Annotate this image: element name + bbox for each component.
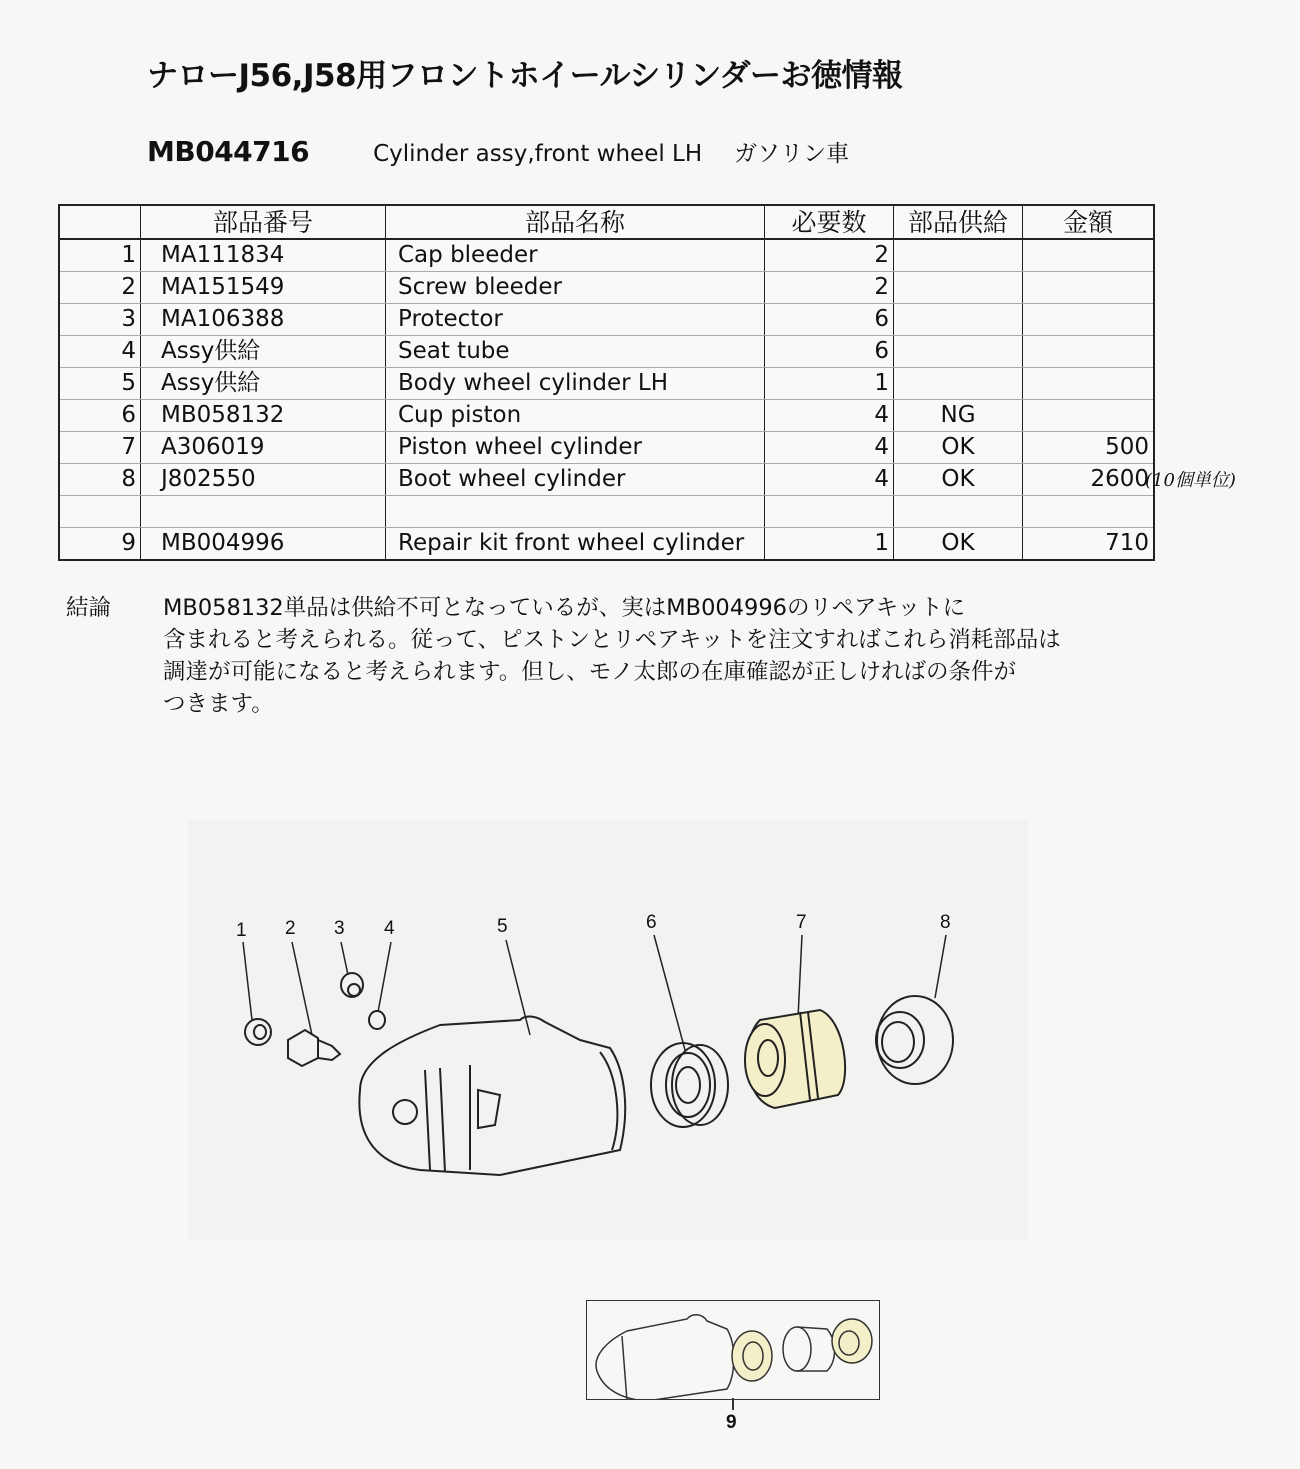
part-3-protector-icon xyxy=(341,973,363,997)
callout-2: 2 xyxy=(285,918,296,939)
header-supply: 部品供給 xyxy=(894,205,1023,239)
handwritten-note: (10個単位) xyxy=(1145,470,1236,491)
cell-part-name: Piston wheel cylinder xyxy=(386,432,765,464)
conclusion-line: MB058132単品は供給不可となっているが、実はMB004996のリペアキットに xyxy=(163,595,966,621)
cell-part-number: J802550 xyxy=(141,464,386,496)
cell-quantity: 4 xyxy=(765,432,894,464)
callout-3: 3 xyxy=(334,918,345,939)
part-6-cup-piston-icon xyxy=(651,1043,728,1127)
callout-9: 9 xyxy=(726,1412,737,1433)
cell-amount: 710 xyxy=(1023,528,1155,561)
cell-part-number: MB058132 xyxy=(141,400,386,432)
assembly-part-number: MB044716 xyxy=(147,135,310,168)
conclusion-line: 含まれると考えられる。従って、ピストンとリペアキットを注文すればこれら消耗部品は xyxy=(163,627,1061,653)
part-7-piston-icon xyxy=(745,1010,845,1108)
header-part-number: 部品番号 xyxy=(141,205,386,239)
cell-no: 9 xyxy=(59,528,141,561)
cell-quantity: 2 xyxy=(765,239,894,272)
part-1-cap-bleeder-icon xyxy=(245,1019,271,1045)
cell-amount: 2600 xyxy=(1023,464,1155,496)
cell-no: 4 xyxy=(59,336,141,368)
cell-quantity: 1 xyxy=(765,528,894,561)
cell-no: 5 xyxy=(59,368,141,400)
cell-part-name: Protector xyxy=(386,304,765,336)
document-title: ナローJ56,J58用フロントホイールシリンダーお徳情報 xyxy=(147,58,903,94)
cell-supply: OK xyxy=(894,528,1023,561)
header-quantity: 必要数 xyxy=(765,205,894,239)
conclusion-line: 調達が可能になると考えられます。但し、モノ太郎の在庫確認が正しければの条件が xyxy=(163,659,1016,685)
header-part-name: 部品名称 xyxy=(386,205,765,239)
callout-4: 4 xyxy=(384,918,395,939)
cell-no: 6 xyxy=(59,400,141,432)
cell-amount: 500 xyxy=(1023,432,1155,464)
cell-part-number: MB004996 xyxy=(141,528,386,561)
cell-quantity: 6 xyxy=(765,304,894,336)
cell-part-number: Assy供給 xyxy=(141,336,386,368)
conclusion-label: 結論 xyxy=(66,595,112,621)
cell-part-name: Cup piston xyxy=(386,400,765,432)
repair-kit-diagram xyxy=(586,1300,880,1400)
part-2-screw-bleeder-icon xyxy=(288,1030,340,1066)
cell-no: 8 xyxy=(59,464,141,496)
cell-quantity: 6 xyxy=(765,336,894,368)
callout-8: 8 xyxy=(940,912,951,933)
cell-part-name: Boot wheel cylinder xyxy=(386,464,765,496)
cell-part-number: MA111834 xyxy=(141,239,386,272)
cell-part-name: Screw bleeder xyxy=(386,272,765,304)
cell-part-number: Assy供給 xyxy=(141,368,386,400)
kit-leader-line xyxy=(732,1398,734,1410)
conclusion-line: つきます。 xyxy=(163,691,274,717)
header-amount: 金額 xyxy=(1023,205,1155,239)
cell-part-number: A306019 xyxy=(141,432,386,464)
assembly-description: Cylinder assy,front wheel LH xyxy=(373,141,703,167)
callout-6: 6 xyxy=(646,912,657,933)
cell-part-number: MA106388 xyxy=(141,304,386,336)
cell-part-name: Cap bleeder xyxy=(386,239,765,272)
assembly-fuel-type: ガソリン車 xyxy=(734,141,850,167)
callout-5: 5 xyxy=(497,916,508,937)
repair-kit-parts-icon xyxy=(587,1301,879,1399)
callout-1: 1 xyxy=(236,920,247,941)
part-4-seat-tube-icon xyxy=(369,1011,385,1029)
cell-no: 1 xyxy=(59,239,141,272)
cell-quantity: 4 xyxy=(765,464,894,496)
cell-supply: OK xyxy=(894,464,1023,496)
callout-7: 7 xyxy=(796,912,807,933)
cell-quantity: 4 xyxy=(765,400,894,432)
cell-no: 3 xyxy=(59,304,141,336)
cell-quantity: 2 xyxy=(765,272,894,304)
cell-part-name: Body wheel cylinder LH xyxy=(386,368,765,400)
cell-part-number: MA151549 xyxy=(141,272,386,304)
cell-no: 7 xyxy=(59,432,141,464)
cell-supply: NG xyxy=(894,400,1023,432)
cell-part-name: Repair kit front wheel cylinder xyxy=(386,528,765,561)
cell-part-name: Seat tube xyxy=(386,336,765,368)
part-5-body-wheel-cylinder-icon xyxy=(359,1016,625,1175)
part-8-boot-icon xyxy=(876,996,953,1084)
cell-no: 2 xyxy=(59,272,141,304)
cell-quantity: 1 xyxy=(765,368,894,400)
cell-supply: OK xyxy=(894,432,1023,464)
